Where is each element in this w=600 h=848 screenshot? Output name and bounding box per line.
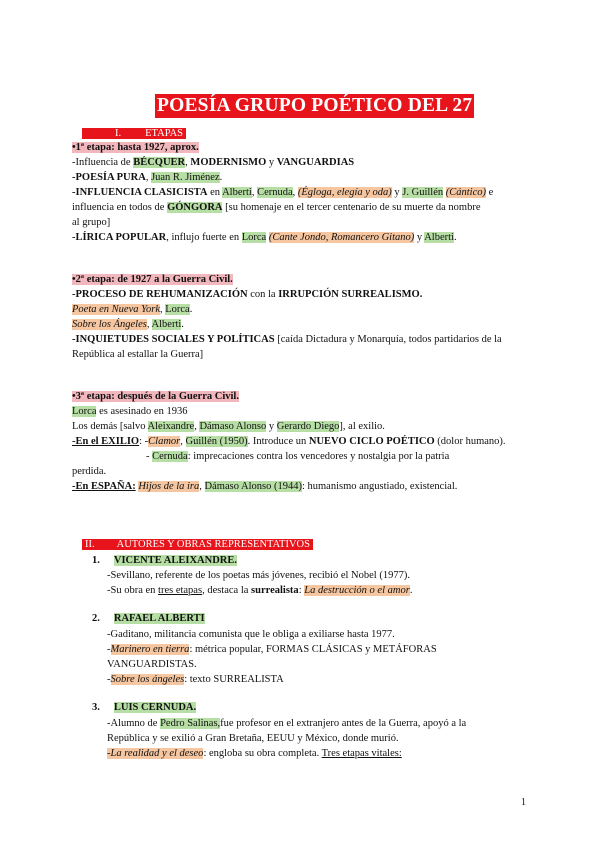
etapa1-line6: -LÍRICA POPULAR, influjo fuerte en Lorca (Cante Jondo, Romancero Gitano) y Alberti. (72, 232, 457, 243)
etapa1-line5: al grupo] (72, 217, 111, 228)
etapa2-line4: -INQUIETUDES SOCIALES Y POLÍTICAS [caída Dictadura y Monarquía, todos partidarios de la (72, 334, 502, 345)
etapa3-line6: -En ESPAÑA: Hijos de la ira, Dámaso Alonso (1944): humanismo angustiado, existencial. (72, 481, 458, 492)
page-number: 1 (521, 797, 526, 808)
etapa2-line2: Poeta en Nueva York, Lorca. (72, 304, 193, 315)
alberti-line4: -Sobre los ángeles: texto SURREALISTA (107, 674, 284, 685)
author-heading-cernuda: 3. LUIS CERNUDA. (92, 702, 197, 713)
etapa1-line3: -INFLUENCIA CLASICISTA en Alberti, Cernuda, (Égloga, elegía y oda) y J. Guillén (Cántico) e (72, 187, 494, 198)
section-label: AUTORES Y OBRAS REPRESENTATIVOS (116, 539, 310, 550)
etapa2-line5: República al estallar la Guerra] (72, 349, 204, 360)
etapa3-line5: perdida. (72, 466, 107, 477)
etapa3-line2: Los demás [salvo Aleixandre, Dámaso Alonso y Gerardo Diego], al exilio. (72, 421, 385, 432)
author-heading-alberti: 2. RAFAEL ALBERTI (92, 613, 205, 624)
section-number: II. (85, 539, 95, 550)
aleixandre-line1: -Sevillano, referente de los poetas más jóvenes, recibió el Nobel (1977). (107, 570, 410, 581)
etapa2-line3: Sobre los Ángeles, Alberti. (72, 319, 184, 330)
etapa3-line3: -En el EXILIO: -Clamor, Guillén (1950). Introduce un NUEVO CICLO POÉTICO (dolor humano). (72, 436, 506, 447)
section-label: ETAPAS (145, 128, 183, 139)
etapa1-line4: influencia en todos de GÓNGORA [su homenaje en el tercer centenario de su muerte da nombre (72, 202, 481, 213)
cernuda-line2: República y se exilió a Gran Bretaña, EEUU y México, donde murió. (107, 733, 399, 744)
aleixandre-line2: -Su obra en tres etapas, destaca la surrealista: La destrucción o el amor. (107, 585, 413, 596)
section-heading-etapas (82, 126, 186, 141)
etapa2-heading: •2ª etapa: de 1927 a la Guerra Civil. (72, 274, 233, 285)
alberti-line2: -Marinero en tierra: métrica popular, FORMAS CLÁSICAS y METÁFORAS (107, 644, 437, 655)
alberti-line3: VANGUARDISTAS. (107, 659, 197, 670)
cernuda-line1: -Alumno de Pedro Salinas,fue profesor en el extranjero antes de la Guerra, apoyó a la (107, 718, 467, 729)
page-title: POESÍA GRUPO POÉTICO DEL 27 (157, 95, 473, 116)
etapa2-line1: -PROCESO DE REHUMANIZACIÓN con la IRRUPCIÓN SURREALISMO. (72, 289, 423, 300)
section-number: I. (115, 128, 122, 139)
section-heading-autores (82, 537, 313, 552)
etapa1-heading: •1ª etapa: hasta 1927, aprox. (72, 142, 199, 153)
cernuda-line3: -La realidad y el deseo: engloba su obra completa. Tres etapas vitales: (107, 748, 402, 759)
etapa1-line2: -POESÍA PURA, Juan R. Jiménez. (72, 172, 223, 183)
author-heading-aleixandre: 1. VICENTE ALEIXANDRE. (92, 555, 237, 566)
etapa3-heading: •3ª etapa: después de la Guerra Civil. (72, 391, 239, 402)
alberti-line1: -Gaditano, militancia comunista que le obliga a exiliarse hasta 1977. (107, 629, 395, 640)
etapa1-line1: -Influencia de BÉCQUER, MODERNISMO y VANGUARDIAS (72, 157, 355, 168)
etapa3-line4: - Cernuda: imprecaciones contra los vencedores y nostalgia por la patria (146, 451, 450, 462)
etapa3-line1: Lorca es asesinado en 1936 (72, 406, 188, 417)
